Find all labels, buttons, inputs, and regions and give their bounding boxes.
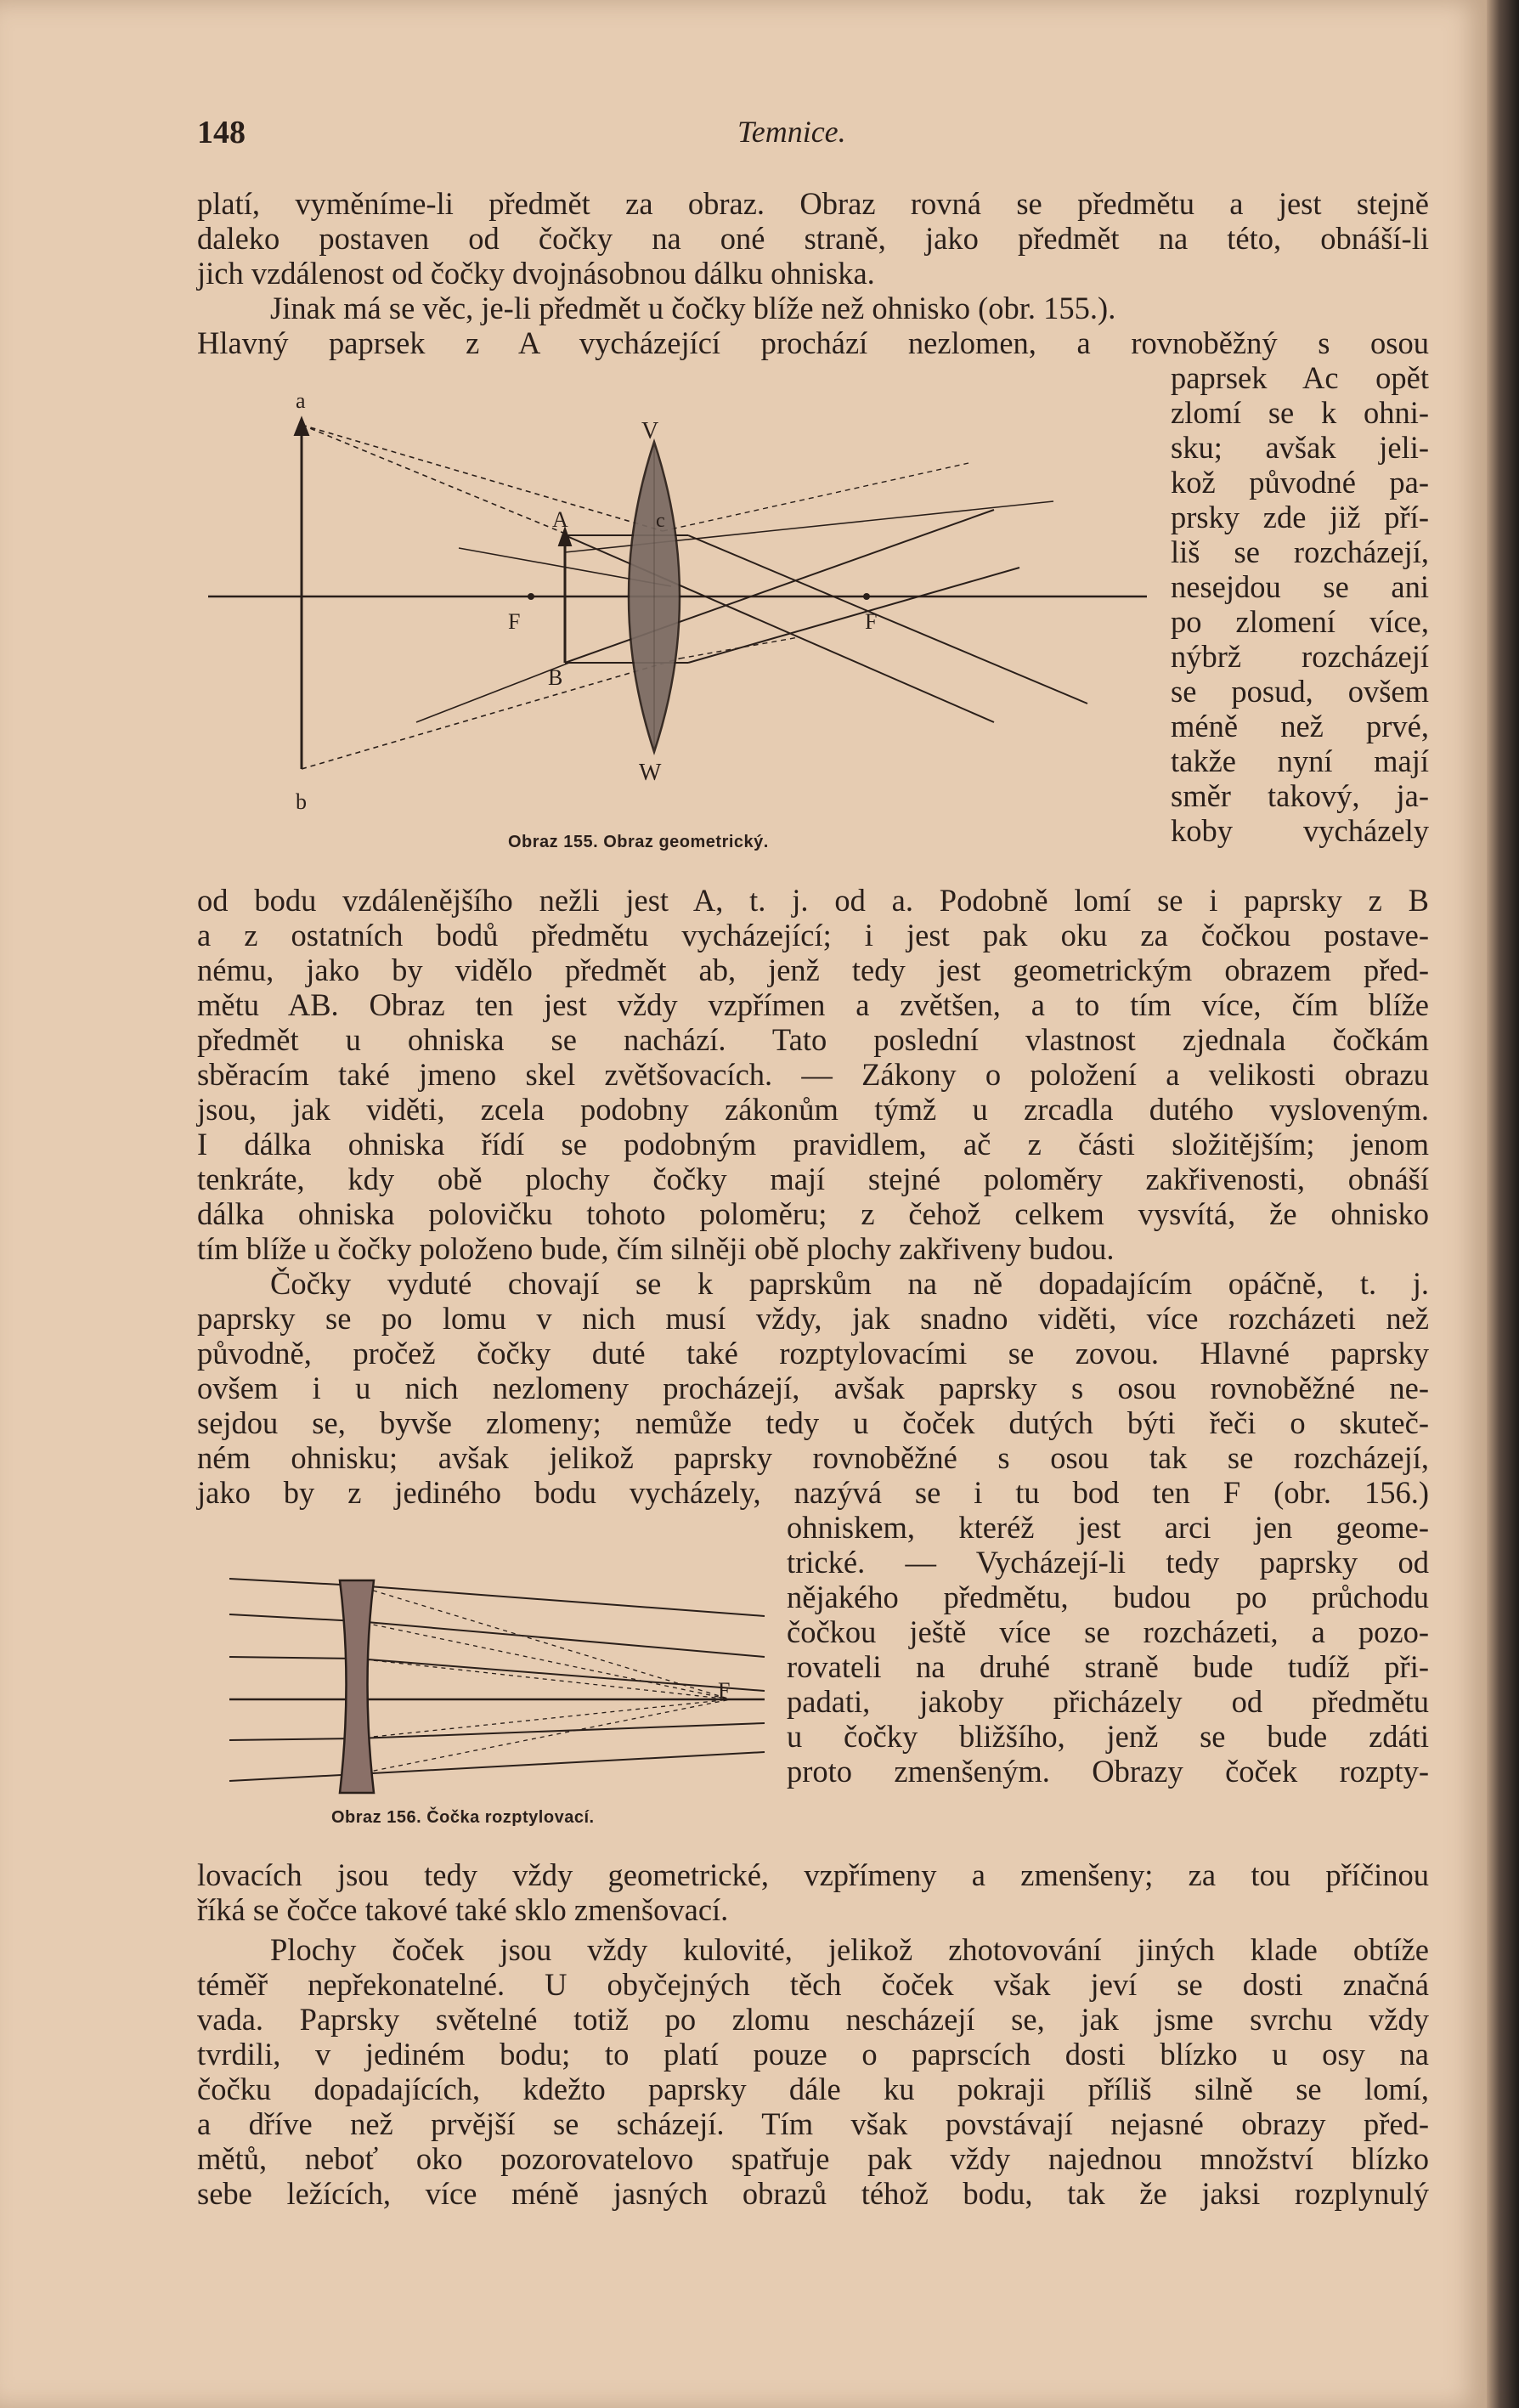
label-a: a <box>296 388 306 413</box>
text-line: sběracím také jmeno skel zvětšovacích. — Zákony o položení a velikosti obrazu <box>197 1057 1429 1092</box>
text-line: po zlomení více, <box>1171 604 1429 639</box>
text-line: tím blíže u čočky položeno bude, čím silněji obě plochy zakřiveny budou. <box>197 1231 1115 1266</box>
text-line: koby vycházely <box>1171 813 1429 848</box>
text-line: nýbrž rozcházejí <box>1171 639 1429 674</box>
text-line: platí, vyměníme-li předmět za obraz. Obraz rovná se předmětu a jest stejně <box>197 186 1429 221</box>
text-line: se posud, ovšem <box>1171 674 1429 709</box>
text-line: vada. Paprsky světelné totiž po zlomu nescházejí se, jak jsme svrchu vždy <box>197 2002 1429 2037</box>
text-line: sejdou se, byvše zlomeny; nemůže tedy u čoček dutých býti řeči o skuteč- <box>197 1405 1429 1440</box>
text-line: paprsky se po lomu v nich musí vždy, jak snadno viděti, více rozcházeti než <box>197 1301 1429 1336</box>
text-line: liš se rozcházejí, <box>1171 534 1429 569</box>
label-F-right: F <box>865 609 878 634</box>
text-line: čočku dopadajících, kdežto paprsky dále ku pokraji příliš silně se lomí, <box>197 2072 1429 2106</box>
text-line: ovšem i u nich nezlomeny procházejí, avšak paprsky s osou rovnoběžné ne- <box>197 1371 1429 1405</box>
text-line: sku; avšak jeli- <box>1171 430 1429 465</box>
text-line: původně, pročež čočky duté také rozptylovacími se zovou. Hlavné paprsky <box>197 1336 1429 1371</box>
page-number: 148 <box>197 115 246 150</box>
text-line: jako by z jediného bodu vycházely, nazývá se i tu bod ten F (obr. 156.) <box>197 1475 1429 1510</box>
text-line: rovateli na druhé straně bude tudíž při- <box>787 1649 1429 1684</box>
text-line: předmět u ohniska se nachází. Tato poslední vlastnost zjednala čočkám <box>197 1022 1429 1057</box>
text-line: tvrdili, v jediném bodu; to platí pouze o paprscích dosti blízko u osy na <box>197 2037 1429 2072</box>
text-line: proto zmenšeným. Obrazy čoček rozpty- <box>787 1754 1429 1789</box>
text-line: mětu AB. Obraz ten jest vždy vzpřímen a zvětšen, a to tím více, čím blíže <box>197 987 1429 1022</box>
figure-155-caption: Obraz 155. Obraz geometrický. <box>508 833 769 851</box>
text-line: takže nyní mají <box>1171 743 1429 778</box>
text-line: téměř nepřekonatelné. U obyčejných těch čoček však jeví se dosti značná <box>197 1967 1429 2002</box>
text-line: u čočky bližšího, jenž se bude zdáti <box>787 1719 1429 1754</box>
text-line: trické. — Vycházejí-li tedy paprsky od <box>787 1545 1429 1580</box>
text-line: a z ostatních bodů předmětu vycházející; i jest pak oku za čočkou postave- <box>197 918 1429 952</box>
text-line: Hlavný paprsek z A vycházející prochází nezlomen, a rovnoběžný s osou <box>197 325 1429 360</box>
text-line: směr takový, ja- <box>1171 778 1429 813</box>
text-line: Čočky vyduté chovají se k paprskům na ně dopadajícím opáčně, t. j. <box>270 1266 1429 1301</box>
text-line: říká se čočce takové také sklo zmenšovací. <box>197 1892 729 1927</box>
text-line: Jinak má se věc, je-li předmět u čočky blíže než ohnisko (obr. 155.). <box>270 291 1116 325</box>
text-line: nesejdou se ani <box>1171 569 1429 604</box>
label-F-left: F <box>508 609 521 634</box>
text-line: ohniskem, kteréž jest arci jen geome- <box>787 1510 1429 1545</box>
text-line: paprsek Ac opět <box>1171 360 1429 395</box>
label-B: B <box>548 665 563 690</box>
text-line: prsky zde již pří- <box>1171 500 1429 534</box>
text-line: lovacích jsou tedy vždy geometrické, vzpřímeny a zmenšeny; za tou příčinou <box>197 1857 1429 1892</box>
text-line: padati, jakoby přicházely od předmětu <box>787 1684 1429 1719</box>
figure-155-convex-lens-diagram <box>204 382 1155 824</box>
label-F: F <box>718 1678 731 1703</box>
running-title: Temnice. <box>737 115 846 149</box>
text-line: jich vzdálenost od čočky dvojnásobnou dálku ohniska. <box>197 256 875 291</box>
text-line: sebe ležících, více méně jasných obrazů téhož bodu, tak že jaksi rozplynulý <box>197 2176 1429 2211</box>
label-b: b <box>296 789 307 814</box>
text-line: čočkou ještě více se rozcházeti, a pozo- <box>787 1614 1429 1649</box>
label-W: W <box>639 760 662 786</box>
text-line: ném ohnisku; avšak jelikož paprsky rovnoběžné s osou tak se rozcházejí, <box>197 1440 1429 1475</box>
label-c: c <box>656 510 665 532</box>
text-line: nějakého předmětu, budou po průchodu <box>787 1580 1429 1614</box>
text-line: od bodu vzdálenějšího nežli jest A, t. j. od a. Podobně lomí se i paprsky z B <box>197 883 1429 918</box>
text-line: kož původné pa- <box>1171 465 1429 500</box>
label-V: V <box>641 418 659 444</box>
figure-156-diverging-lens-diagram <box>204 1563 773 1818</box>
text-line: zlomí se k ohni- <box>1171 395 1429 430</box>
text-line: nému, jako by vidělo předmět ab, jenž tedy jest geometrickým obrazem před- <box>197 952 1429 987</box>
concave-lens-shape <box>340 1580 374 1793</box>
text-line: tenkráte, kdy obě plochy čočky mají stejné poloměry zakřivenosti, obnáší <box>197 1162 1429 1196</box>
text-line: mětů, neboť oko pozorovatelovo spatřuje pak vždy najednou množství blízko <box>197 2141 1429 2176</box>
text-line: a dříve než prvější se scházejí. Tím však povstávají nejasné obrazy před- <box>197 2106 1429 2141</box>
text-line: Plochy čoček jsou vždy kulovité, jelikož zhotovování jiných klade obtíže <box>270 1932 1429 1967</box>
text-line: I dálka ohniska řídí se podobným pravidlem, ač z části složitějším; jenom <box>197 1127 1429 1162</box>
text-line: méně než prvé, <box>1171 709 1429 743</box>
figure-156-caption: Obraz 156. Čočka rozptylovací. <box>331 1808 595 1827</box>
text-line: dálka ohniska polovičku tohoto poloměru; z čehož celkem vysvítá, že ohnisko <box>197 1196 1429 1231</box>
page-edge <box>1487 0 1519 2408</box>
text-line: daleko postaven od čočky na oné straně, jako předmět na této, obnáší-li <box>197 221 1429 256</box>
text-line: jsou, jak viděti, zcela podobny zákonům týmž u zrcadla dutého vysloveným. <box>197 1092 1429 1127</box>
label-A: A <box>552 507 568 532</box>
